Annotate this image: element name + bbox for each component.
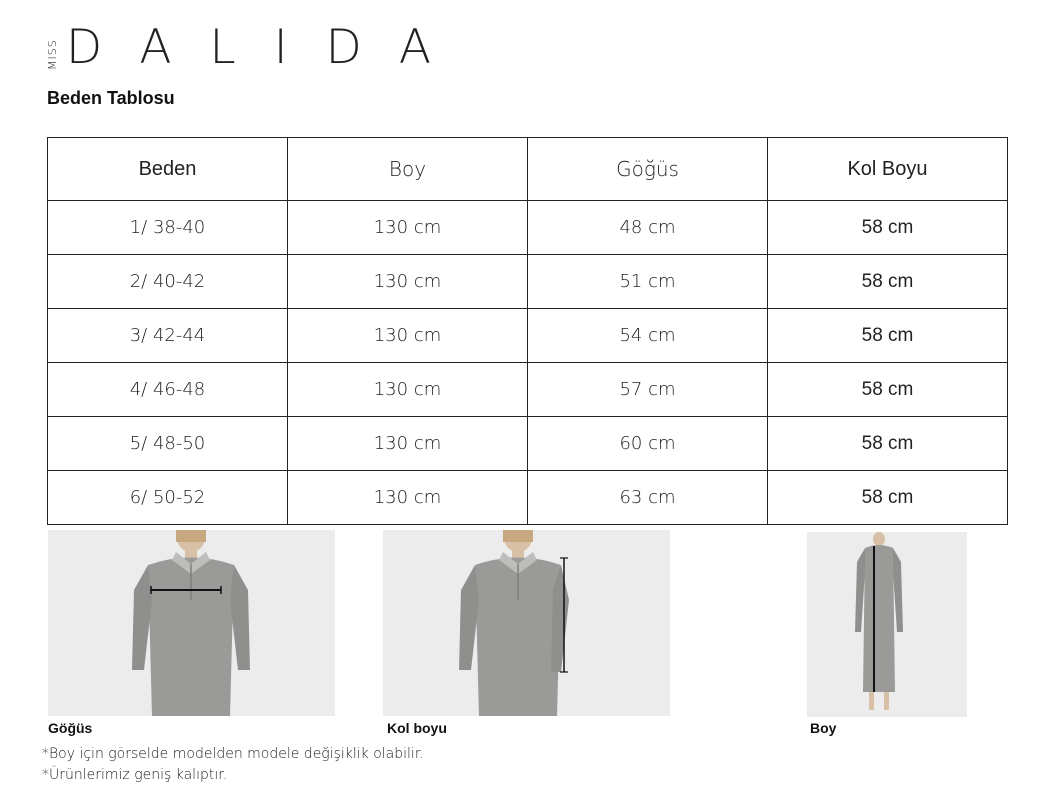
cell-kol: 58 cm (768, 363, 1008, 417)
header-beden: Beden (48, 138, 288, 201)
photo-label-kol-boyu: Kol boyu (387, 720, 447, 736)
logo-prefix: MISS (46, 39, 59, 70)
table-row (48, 201, 1008, 255)
cell-gogus: 51 cm (528, 255, 768, 309)
note-kalip: *Ürünlerimiz geniş kalıptır. (42, 767, 228, 783)
cell-gogus: 60 cm (528, 417, 768, 471)
cell-boy: 130 cm (288, 471, 528, 525)
logo-name: DALIDA (66, 20, 470, 75)
note-boy: *Boy için görselde modelden modele değişiklik olabilir. (42, 746, 424, 762)
cell-boy: 130 cm (288, 201, 528, 255)
cell-beden: 2/ 40-42 (48, 255, 288, 309)
size-table (47, 137, 1008, 525)
table-row (48, 471, 1008, 525)
cell-beden: 3/ 42-44 (48, 309, 288, 363)
table-header-row (48, 138, 1008, 201)
table-row (48, 417, 1008, 471)
photo-label-boy: Boy (810, 720, 837, 736)
cell-beden: 4/ 46-48 (48, 363, 288, 417)
header-kol-boyu: Kol Boyu (768, 138, 1008, 201)
table-row (48, 255, 1008, 309)
photo-gogus (48, 530, 335, 716)
cell-kol: 58 cm (768, 471, 1008, 525)
model-illustration (48, 530, 335, 716)
cell-beden: 6/ 50-52 (48, 471, 288, 525)
cell-kol: 58 cm (768, 201, 1008, 255)
cell-kol: 58 cm (768, 255, 1008, 309)
cell-beden: 5/ 48-50 (48, 417, 288, 471)
model-illustration (807, 532, 967, 717)
cell-gogus: 48 cm (528, 201, 768, 255)
model-illustration (383, 530, 670, 716)
photo-label-gogus: Göğüs (48, 720, 93, 736)
cell-gogus: 54 cm (528, 309, 768, 363)
table-row (48, 309, 1008, 363)
photo-kol-boyu (383, 530, 670, 716)
table-row (48, 363, 1008, 417)
cell-boy: 130 cm (288, 363, 528, 417)
cell-gogus: 63 cm (528, 471, 768, 525)
photo-boy (807, 532, 967, 717)
cell-kol: 58 cm (768, 417, 1008, 471)
header-boy: Boy (288, 138, 528, 201)
header-gogus: Göğüs (528, 138, 768, 201)
cell-boy: 130 cm (288, 255, 528, 309)
cell-beden: 1/ 38-40 (48, 201, 288, 255)
cell-boy: 130 cm (288, 417, 528, 471)
cell-gogus: 57 cm (528, 363, 768, 417)
cell-kol: 58 cm (768, 309, 1008, 363)
page-title: Beden Tablosu (47, 88, 175, 108)
cell-boy: 130 cm (288, 309, 528, 363)
